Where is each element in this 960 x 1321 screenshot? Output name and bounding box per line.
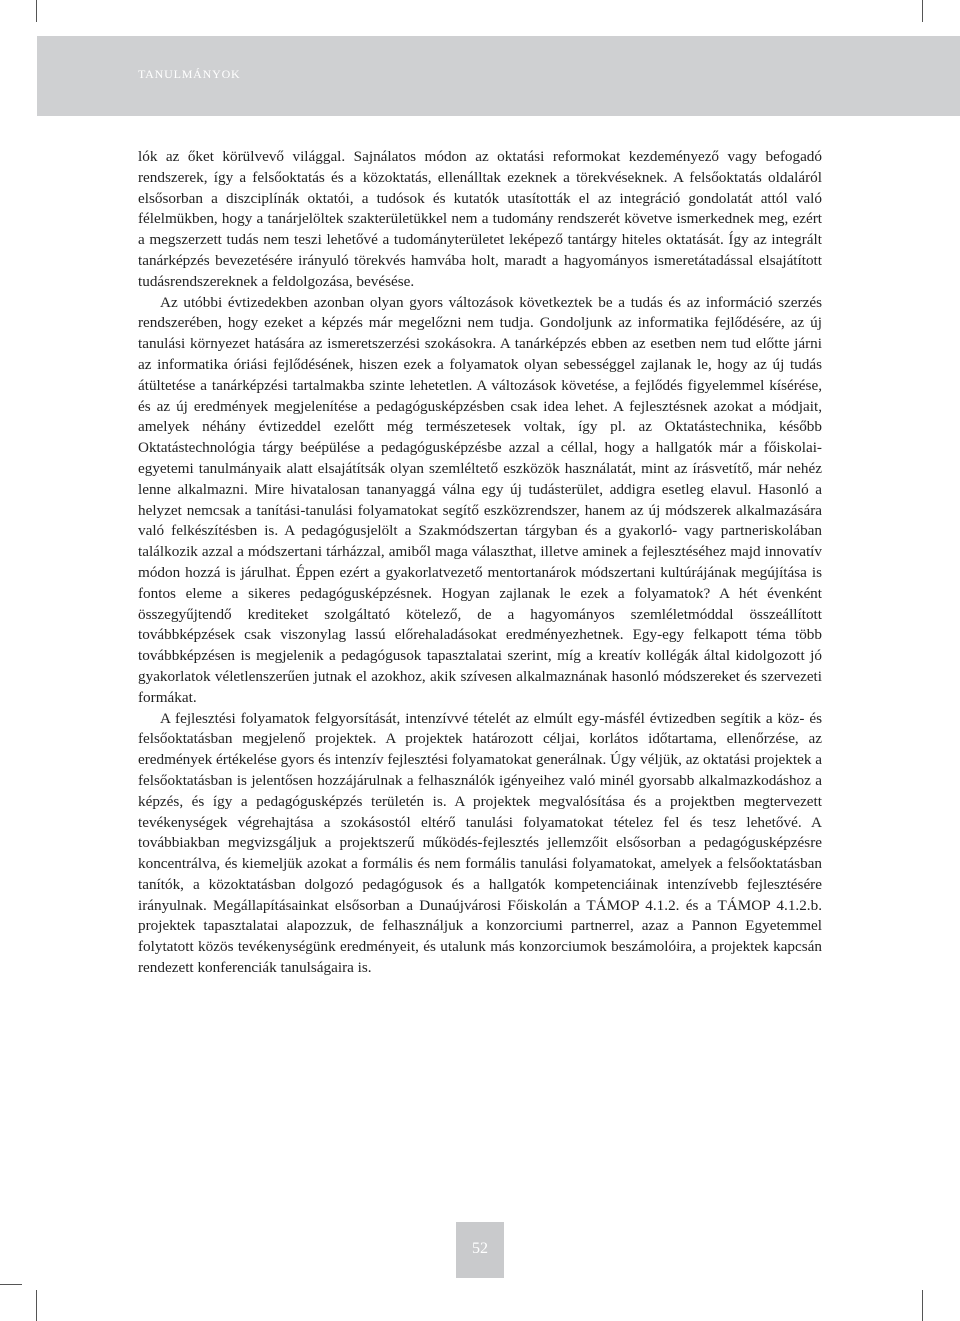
crop-mark-bottom-right xyxy=(922,1290,923,1321)
paragraph: A fejlesztési folyamatok felgyorsítását, intenzívvé tételét az elmúlt egy-másfél évtizedben segítik a köz- és felsőoktatásban megjelenő projektek. A projektek határozott céljai, korlátos időtartama, ellenőrzése, az eredmények értékelése gyors és intenzív fejlesztési folyamatokat generálnak. Úgy véljük, az oktatási projektek a felsőoktatásban is jelentősen hozzájárulnak a felhasználók igényeihez való minél gyorsabb alkalmazkodáshoz a képzés, és így a pedagógusképzés területén is. A projektek megvalósítása és a projektben megtervezett tevékenységek végrehajtása a szokásostól eltérő tanulási folyamatokat tételez fel és tesz lehetővé. A továbbiakban megvizsgáljuk a projektszerű működés-fejlesztés jellemzőit elsősorban a pedagógusképzésre koncentrálva, és kiemeljük azokat a formális és nem formális tanulási folyamatokat, amelyek a felsőoktatásban tanítók, a közoktatásban dolgozó pedagógusok és a hallgatók kompetenciáinak intenzívebb fejlesztésére irányulnak. Megállapításainkat elsősorban a Dunaújvárosi Főiskolán a TÁMOP 4.1.2. és a TÁMOP 4.1.2.b. projektek tapasztalatai alapozzuk, de felhasználjuk a konzorciumi partnerrel, azaz a Pannon Egyetemmel folytatott közös tevékenységünk eredményeit, és utalunk más konzorciumok beszámolóira, a projektek kapcsán rendezett konferenciák tanulságaira is. xyxy=(138,709,822,977)
paragraph: Az utóbbi évtizedekben azonban olyan gyors változások következtek be a tudás és az információ szerzés rendszerében, hogy ezeket a képzés már megelőzni nem tudja. Gondoljunk az informatika fejlődésére, az új tanulási környezet hatására az ismeretszerzési szokásokra. A tanárképzés ebben az esetben nem tud előtte járni az informatika óriási fejlődésének, hiszen ezek a folyamatok olyan sebességgel zajlanak le, hogy az új tudás átültetése a tanárképzési tartalmakba szinte lehetetlen. A változások követése, a fejlődés figyelemmel kísérése, és az új eredmények megjelenítése a pedagógusképzésben csak idea lehet. A fejlesztésnek azokat a módjait, amelyek néhány évtizeddel ezelőtt még természetesek voltak, így pl. az Oktatástechnika, később Oktatástechnológia tárgy beépülése a pedagógusképzésbe azzal a céllal, hogy a hallgatók már a főiskolai-egyetemi tanulmányaik alatt elsajátítsák olyan szemléltető eszközök használatát, mint az írásvetítő, már nehéz lenne alkalmazni. Mire hivatalosan tananyaggá válna egy új tudásterület, addigra esetleg elavul. Hasonló a helyzet nemcsak a tanítási-tanulási folyamatokat segítő eszközrendszer, hanem az új módszerek alkalmazására való felkészítésben is. A pedagógusjelölt a Szakmódszertan tárgyban és a gyakorló- vagy partneriskolában találkozik azzal a módszertani tárházzal, amiből maga választhat, illetve aminek a fejlesztéséhez majd innovatív módon hozzá is járulhat. Éppen ezért a gyakorlatvezető mentortanárok módszertani kultúrájának megújítása is fontos eleme a sikeres pedagógusképzésnek. Hogyan zajlanak le ezek a folyamatok? A hét évenként összegyűjtendő krediteket szolgáltató kötelező, de a hagyományos szemléletmóddal összeállított továbbképzések csak viszonylag lassú előrehaladásokat eredményezhetnek. Egy-egy felkapott téma több továbbképzésen is megjelenik a pedagógusok tapasztalatai szerint, míg a kreatív kollégák által kidolgozott jó gyakorlatok véletlenszerűen jutnak el azokhoz, akik szívesen alkalmaznának hasonló módszereket és szervezeti formákat. xyxy=(138,293,822,706)
article-body xyxy=(138,147,822,979)
crop-mark-top-right xyxy=(922,0,923,22)
crop-mark-top-left xyxy=(36,0,37,22)
page-number: 52 xyxy=(472,1240,488,1257)
paragraph: lók az őket körülvevő világgal. Sajnálatos módon az oktatási reformokat kezdeményező vagy befogadó rendszerek, így a felsőoktatás és a közoktatás, ellenálltak ezeknek a törekvéseknek. A felsőoktatás oldaláról elsősorban a diszciplínák oktatói, a tudósok és kutatók utasították el az integráció gondolatát attól való félelmükben, hogy a tanárjelöltek szakterületükkel nem a tudomány rendszerét követve ismerkednek meg, ezért a megszerzett tudás nem teszi lehetővé a tudományterületet leképező tantárgy hiteles oktatását. Így az integrált tanárképzés bevezetésére irányuló törekvés hamvába holt, maradt a hagyományos ismeretátadással elsajátított tudásrendszereknek a feldolgozása, bevésése. xyxy=(138,148,822,290)
crop-mark-bottom-left-h xyxy=(0,1284,22,1285)
running-head: TANULMÁNYOK xyxy=(138,67,241,81)
page-number-box xyxy=(456,1222,504,1278)
crop-mark-bottom-left xyxy=(36,1290,37,1321)
